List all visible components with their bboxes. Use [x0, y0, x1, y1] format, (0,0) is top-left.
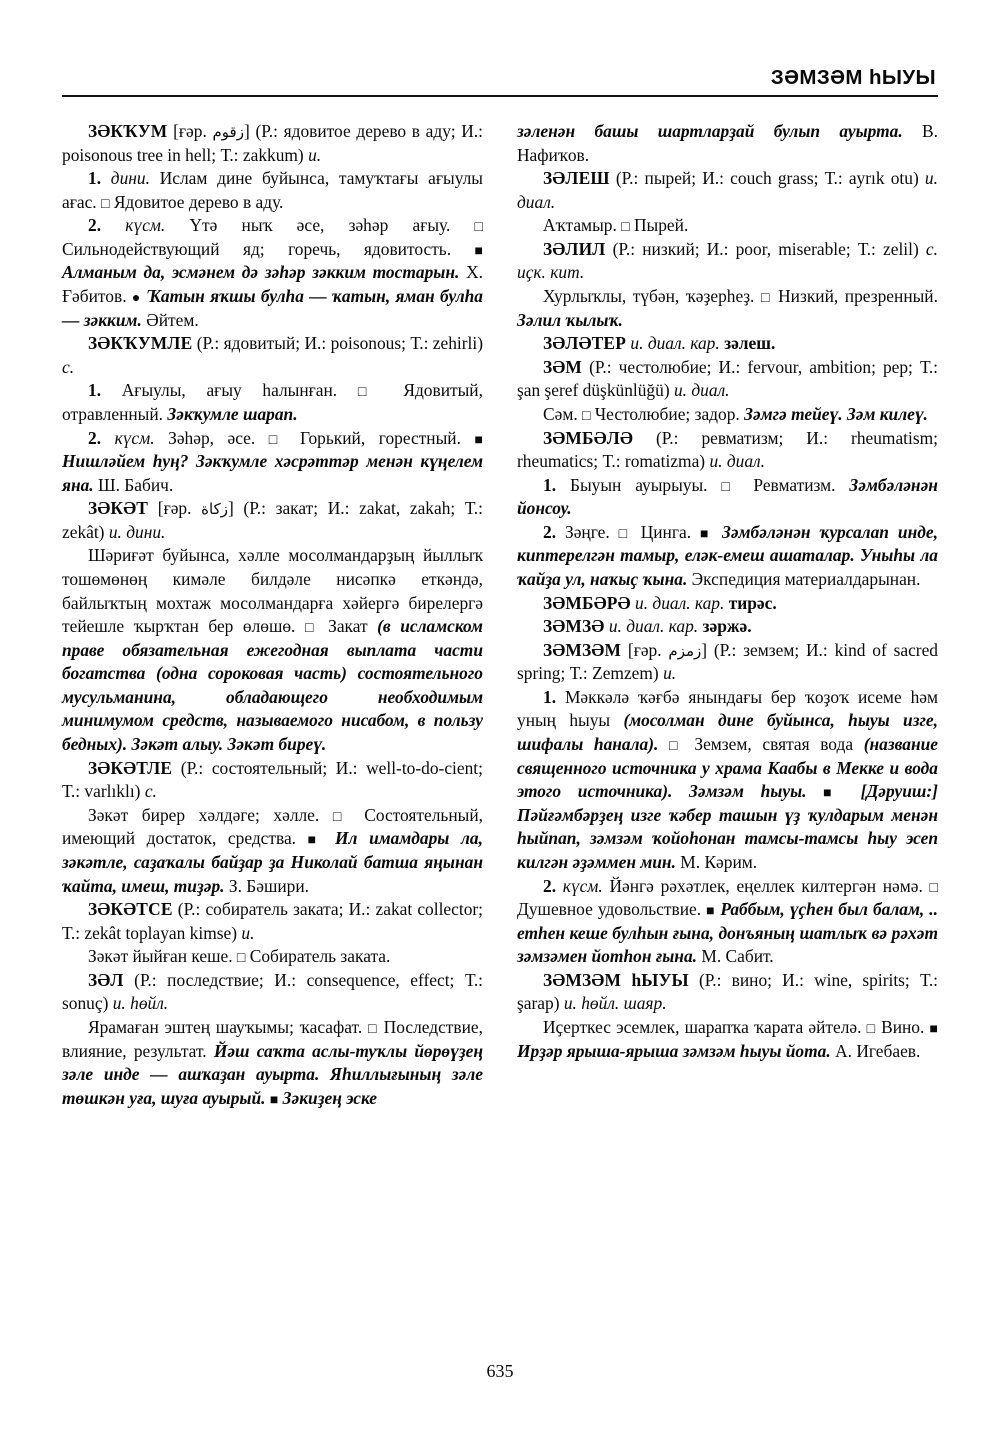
citation-source: Х. Ғәбитов. [62, 262, 483, 307]
citation-source: М. Сабит. [701, 946, 774, 967]
sense-bashkir: Зәһәр, әсе. [168, 427, 256, 448]
open-square-marker-icon [101, 197, 109, 212]
usage-example: Зәмгә тейеү. Зәм килеү. [744, 403, 928, 424]
headword: ЗӘКӘТЛЕ [88, 757, 173, 778]
headword: ЗӘЛ [88, 969, 124, 990]
part-of-speech: и. [241, 922, 255, 943]
filled-square-marker-icon [700, 527, 713, 542]
gloss-tr-label: Т.: [919, 969, 938, 990]
sense-bashkir: Ярамаған эштең шауҡымы; ҡасафат. [88, 1016, 363, 1037]
citation-quote: Ил имамдары ла, зәкәтле, саҙаҡалы байҙар ҙа Николай батша яңынан ҡайта, имеш, тиҙәр. [62, 828, 483, 896]
citation-source: Ш. Бабич. [98, 474, 174, 495]
sense-bashkir: Иҫерткес эсемлек, шарапҡа ҡарата әйтелә. [543, 1016, 862, 1037]
open-square-marker-icon [930, 881, 938, 896]
citation-quote: Йәш саҡта аслы-туҡлы йөрөүҙең зәле инде — ашҡаҙан ауырта. Яһиллығының зәле төшкән уға, шуға ауырый. [62, 1040, 483, 1108]
usage-label: күсм. [125, 215, 166, 236]
headword: ЗӘКҠУМЛЕ [88, 333, 193, 354]
headword: ЗӘМЗӘМ hЫУЫ [543, 969, 689, 990]
open-square-marker-icon [358, 385, 383, 400]
usage-example: Зәлил ҡылыҡ. [517, 309, 623, 330]
gloss-tr: zekât) [62, 521, 105, 542]
gloss-tr: sonuç) [62, 993, 109, 1014]
open-square-marker-icon [867, 1022, 876, 1037]
gloss-tr-label: Т.: [824, 168, 843, 189]
open-square-marker-icon [237, 951, 245, 966]
sense-bashkir: Зәңге. [565, 521, 610, 542]
gloss-ru-label: Р.: [139, 969, 157, 990]
gloss-en-label: И.: [348, 899, 371, 920]
sense [62, 379, 483, 426]
usage-example: Зәмбәләнән йонсоу. [517, 474, 938, 519]
open-square-marker-icon [475, 220, 483, 235]
sense-number: 2. [88, 215, 102, 236]
gloss-ru: низкий; [642, 238, 700, 259]
sense [62, 544, 483, 756]
gloss-tr: ayrık otu) [848, 168, 919, 189]
part-of-speech: и. һөйл. [112, 993, 169, 1014]
part-of-speech: и. һөйл. шаяр. [563, 993, 667, 1014]
headword: ЗӘМЗӘ [543, 616, 605, 637]
gloss-en: poor, miserable; [735, 238, 851, 259]
sense [62, 167, 483, 214]
gloss-tr: romatizma) [624, 451, 706, 472]
sense-bashkir: Мәккәлә ҡәғбә янындағы бер ҡоҙоҡ исеме һәм уның һыуы [517, 686, 938, 731]
sense [62, 945, 483, 969]
sense [517, 521, 938, 592]
etymology-language: ғәр. [178, 121, 207, 141]
sense [62, 427, 483, 498]
part-of-speech: и. [308, 144, 322, 165]
sense [62, 214, 483, 332]
sense [62, 1016, 483, 1110]
gloss-ru: вино; [731, 969, 772, 990]
citation-quote: [Дәруиш:] Пәйғәмбәрҙең изге ҡәбер ташын үҙ ҡулдарым менән һыйпап, зәмзәм ҡойоһонан тамсы-тамсы һыу эсеп килгән әҙәммен мин. [517, 781, 938, 872]
gloss-tr: Zemzem) [592, 663, 659, 684]
gloss-en-label: И.: [806, 427, 829, 448]
gloss-ru-label: Р.: [202, 333, 220, 354]
sense-number: 2. [543, 875, 557, 896]
sense [517, 285, 938, 332]
gloss-tr: şan şeref düşkünlüğü) [517, 380, 670, 401]
cross-reference-entry [517, 592, 938, 616]
citation-quote: Зәмбәләнән ҡурсалап инде, киптерелгән тамыр, еләк-емеш ашаталар. Уныһы ла ҡайҙа ул, наҡыҫ ҡына. [517, 521, 938, 589]
headword: ЗӘЛЕШ [543, 168, 610, 189]
sense-bashkir: Ағыулы, ағыу һалынған. [121, 380, 338, 401]
gloss-tr: zekât toplayan kimse) [84, 922, 238, 943]
headword: ЗӘМБӘРӘ [543, 592, 631, 613]
sense-russian-parenthetical: (название священного источника у храма Каабы в Мекке и вода этого источника). [517, 734, 939, 802]
part-of-speech: и. диал. [709, 451, 765, 472]
open-square-marker-icon [269, 433, 287, 448]
sense-bashkir: Ислам дине буйынса, тамуҡтағы ағыулы ағас. [62, 168, 483, 212]
sense-russian: Закат [328, 616, 368, 637]
gloss-en: poisonous tree in hell; [62, 144, 217, 165]
gloss-tr: zelil) [883, 238, 919, 259]
sense-bashkir: Үтә ныҡ әсе, зәһәр ағыу. [189, 215, 451, 236]
gloss-en: consequence, effect; [306, 969, 455, 990]
part-of-speech: и. диал. кар. [635, 592, 725, 613]
gloss-ru-label: Р.: [621, 168, 639, 189]
cross-reference-entry [517, 615, 938, 639]
gloss-tr-label: Т.: [464, 498, 483, 519]
cross-reference-target: зәржә. [702, 616, 752, 637]
dictionary-entry: ЗӘКҠУМЛЕ (Р.: ядовитый; И.: poisonous; Т.: zehirli) с. [62, 333, 483, 377]
sense-russian: Ядовитый, отравленный. [62, 380, 483, 424]
page-number: 635 [486, 1361, 514, 1381]
headword: ЗӘКҠУМ [88, 121, 168, 141]
gloss-ru-label: Р.: [719, 639, 737, 660]
gloss-tr-label: Т.: [62, 922, 81, 943]
filled-square-marker-icon [474, 433, 482, 448]
headword: ЗӘМБӘЛӘ [543, 427, 633, 448]
cross-reference-entry [517, 332, 938, 356]
dictionary-entry: ЗӘКҠУМ [ғәр. زقوم] (Р.: ядовитое дерево в аду; И.: poisonous tree in hell; Т.: zakkum) и. [62, 121, 483, 165]
gloss-ru-label: Р.: [704, 969, 722, 990]
etymology-language: ғәр. [163, 498, 192, 519]
gloss-en: rheumatism; rheumatics; [517, 427, 938, 472]
dictionary-entry: ЗӘМБӘЛӘ (Р.: ревматизм; И.: rheumatism; rheumatics; Т.: romatizma) и. диал. [517, 427, 938, 472]
sense-bashkir: Йәнгә рәхәтлек, еңеллек килтергән нәмә. [609, 875, 923, 896]
gloss-en: kind of sacred spring; [517, 639, 938, 684]
gloss-en-label: И.: [718, 356, 741, 377]
headword: ЗӘКӘТСЕ [88, 899, 173, 920]
part-of-speech: и. дини. [108, 521, 166, 542]
sense-number: 1. [88, 380, 102, 401]
gloss-en-label: И.: [806, 639, 828, 660]
gloss-tr-label: Т.: [62, 781, 81, 802]
usage-example: Зәкәт алыу. Зәкәт биреү. [131, 734, 327, 755]
citation-source: А. Игебаев. [835, 1040, 921, 1061]
gloss-en: fervour, ambition; pep; [747, 356, 913, 377]
sense-bashkir: Аҡтамыр. [543, 215, 617, 236]
sense [62, 804, 483, 898]
dictionary-entry: ЗӘЛЕШ (Р.: пырей; И.: couch grass; Т.: ayrık otu) и. диал. [517, 168, 938, 212]
headword: ЗӘЛИЛ [543, 238, 606, 259]
gloss-tr-label: Т.: [857, 238, 876, 259]
filled-square-marker-icon [823, 786, 844, 801]
filled-square-marker-icon [706, 904, 715, 919]
gloss-en-label: И.: [706, 238, 729, 259]
gloss-tr: zakkum) [242, 144, 304, 165]
headword: ЗӘМЗӘМ [543, 639, 622, 660]
dictionary-entry: ЗӘКӘТСЕ (Р.: собиратель заката; И.: zakat collector; Т.: zekât toplayan kimse) и. [62, 899, 484, 943]
sense [517, 1016, 938, 1063]
sense-bashkir-parenthetical: (мосолман дине буйынса, һыуы изге, шифалы һанала). [517, 710, 938, 755]
gloss-ru-label: Р.: [186, 757, 204, 778]
citation-quote-continued: зәленән башы шартларҙай булып ауырта. [517, 121, 903, 141]
gloss-tr: varlıklı) [84, 781, 141, 802]
citation-quote: Ҡатын яҡшы булһа — ҡатын, яман булһа — зәкким. [62, 286, 483, 330]
part-of-speech: и. [663, 663, 677, 684]
dictionary-entry: ЗӘМЗӘМ [ғәр. زمزم] (Р.: земзем; И.: kind of sacred spring; Т.: Zemzem) и. [517, 639, 938, 684]
part-of-speech: и. диал. кар. [608, 616, 699, 637]
sense-number: 1. [543, 474, 557, 495]
sense [517, 214, 938, 238]
entry-continuation [517, 120, 938, 167]
sense [517, 474, 938, 521]
gloss-ru: честолюбие; [618, 356, 712, 377]
header-rule [62, 95, 938, 97]
arabic-etymon: زقوم [212, 123, 244, 141]
sense-russian: Сильнодействующий яд; горечь, ядовитость. [62, 238, 452, 259]
citation-source: Экспедиция материалдарынан. [691, 568, 921, 589]
gloss-en-label: И.: [304, 333, 327, 354]
gloss-ru-label: Р.: [661, 427, 679, 448]
gloss-ru-label: Р.: [183, 899, 201, 920]
sense-russian: Честолюбие; задор. [594, 403, 740, 424]
sense-bashkir: Быуын ауырыуы. [569, 474, 708, 495]
gloss-tr-label: Т.: [919, 356, 939, 377]
gloss-en: zakat collector; [375, 899, 484, 920]
filled-square-marker-icon [930, 1022, 938, 1037]
filled-square-marker-icon [270, 1093, 278, 1108]
part-of-speech: и. диал. [673, 380, 730, 401]
open-square-marker-icon [621, 220, 629, 235]
open-square-marker-icon [761, 291, 772, 306]
gloss-ru: ревматизм; [701, 427, 784, 448]
gloss-en-label: И.: [335, 757, 358, 778]
gloss-en-label: И.: [702, 168, 724, 189]
usage-label: күсм. [562, 875, 603, 896]
running-head [62, 44, 938, 88]
left-column [62, 120, 483, 1110]
gloss-tr-label: Т.: [220, 144, 239, 165]
gloss-ru: ядовитый; [223, 333, 301, 354]
headword: ЗӘМ [543, 356, 583, 377]
gloss-en: wine, spirits; [814, 969, 910, 990]
sense-bashkir: Зәкәт йыйған кеше. [88, 946, 233, 967]
open-square-marker-icon [333, 810, 351, 825]
gloss-ru: земзем; [743, 639, 800, 660]
dictionary-entry: ЗӘЛ (Р.: последствие; И.: consequence, effect; Т.: sonuç) и. һөйл. [62, 969, 483, 1014]
open-square-marker-icon [669, 739, 684, 754]
dictionary-entry: ЗӘМЗӘМ hЫУЫ (Р.: вино; И.: wine, spirits; Т.: şarap) и. һөйл. шаяр. [517, 969, 938, 1014]
gloss-ru: пырей; [644, 168, 697, 189]
gloss-en: zakat, zakah; [359, 498, 456, 519]
usage-example: Зәкҡумле шарап. [167, 403, 298, 424]
sense-bashkir: Сәм. [543, 403, 578, 424]
citation-source: М. Кәрим. [680, 851, 758, 872]
cross-reference-target: тирәс. [728, 592, 777, 613]
headword: ЗӘЛӘТЕР [543, 333, 627, 354]
gloss-en: well-to-do-cient; [366, 757, 483, 778]
cross-reference-target: зәлеш. [724, 333, 776, 354]
gloss-tr: şarap) [517, 993, 560, 1014]
gloss-ru-label: Р.: [618, 238, 636, 259]
citation-quote: Нишләйем һуң? Зәкҡумле хәсрәттәр менән күңелем яна. [62, 451, 483, 495]
open-square-marker-icon [582, 409, 590, 424]
gloss-ru: последствие; [167, 969, 264, 990]
gloss-tr-label: Т.: [410, 333, 429, 354]
sense-russian: Вино. [881, 1016, 925, 1037]
sense-bashkir: Зәкәт бирер хәлдәге; хәлле. [88, 804, 320, 825]
dictionary-entry: ЗӘКӘТЛЕ (Р.: состоятельный; И.: well-to-do-cient; Т.: varlıklı) с. [62, 757, 483, 802]
sense-russian: Ядовитое дерево в аду. [113, 191, 284, 212]
sense-russian: Низкий, презренный. [778, 286, 938, 307]
part-of-speech: и. диал. кар. [630, 333, 720, 354]
sense-russian: Последствие, влияние, результат. [62, 1016, 483, 1061]
dictionary-entry: ЗӘМ (Р.: честолюбие; И.: fervour, ambition; pep; Т.: şan şeref düşkünlüğü) и. диал. [517, 356, 939, 401]
sense-number: 1. [88, 168, 102, 189]
gloss-en-label: И.: [782, 969, 804, 990]
sense-number: 2. [543, 521, 557, 542]
gloss-ru-label: Р.: [249, 498, 266, 519]
citation-source: Әйтем. [146, 309, 199, 330]
gloss-en: couch grass; [730, 168, 819, 189]
sense [517, 686, 938, 875]
dictionary-entry: ЗӘЛИЛ (Р.: низкий; И.: poor, miserable; Т.: zelil) с. иҫк. кит. [517, 238, 938, 283]
sense-russian: Горький, горестный. [299, 427, 461, 448]
sense [517, 875, 938, 969]
arabic-etymon: زمزم [668, 641, 702, 660]
part-of-speech: с. [62, 356, 75, 377]
gloss-ru: закат; [275, 498, 319, 519]
sense-bashkir: Хурлыҡлы, түбән, ҡәҙерһеҙ. [543, 286, 755, 307]
sense-russian: Цинга. [640, 521, 692, 542]
sense [517, 403, 938, 427]
gloss-ru-label: Р.: [261, 121, 278, 141]
open-square-marker-icon [619, 527, 632, 542]
sense-russian: Состоятельный, имеющий достаток, средства. [62, 804, 483, 849]
citation-quote-continued: Зәкиҙең эске [282, 1087, 377, 1108]
part-of-speech: с. иҫк. кит. [517, 238, 938, 283]
right-column [517, 120, 938, 1063]
sense-bashkir: Шәриғәт буйынса, хәлле мосолмандарҙың йыллыҡ тошөмөнөң кимәле билдәле нисәпкә еткәндә, байлыҡтың мохтаж мосолмандарға хәйергә бирелергә тейешле ҡырҡтан бер өлөшө. [62, 545, 483, 637]
filled-square-marker-icon [475, 244, 483, 259]
running-head-text: ЗӘМЗӘМ hЫУЫ [770, 65, 936, 89]
gloss-ru: ядовитое дерево в аду; [283, 121, 456, 141]
usage-label: күсм. [114, 427, 155, 448]
gloss-tr-label: Т.: [602, 451, 621, 472]
gloss-en: poisonous; [330, 333, 406, 354]
gloss-ru: собиратель заката; [205, 899, 344, 920]
gloss-en-label: И.: [327, 498, 350, 519]
sense-russian: Земзем, святая вода [694, 734, 854, 755]
headword: ЗӘКӘТ [88, 498, 149, 519]
open-square-marker-icon [721, 480, 739, 495]
sense-russian: Пырей. [633, 215, 689, 236]
part-of-speech: с. [144, 781, 157, 802]
citation-quote: Ирҙәр ярыша-ярыша зәмзәм һыуы йота. [517, 1040, 831, 1061]
gloss-en-label: И.: [274, 969, 297, 990]
sense-number: 2. [88, 427, 102, 448]
usage-label: дини. [110, 168, 150, 189]
citation-source: З. Бәшири. [228, 875, 310, 896]
part-of-speech: и. диал. [517, 168, 938, 212]
etymology-language: ғәр. [633, 639, 662, 660]
open-square-marker-icon [305, 621, 319, 636]
filled-square-marker-icon [308, 833, 324, 848]
gloss-tr-label: Т.: [569, 663, 588, 684]
citation-source: В. Нафиҡов. [517, 121, 938, 165]
gloss-en-label: И.: [461, 121, 483, 141]
sense-russian: Душевное удовольствие. [517, 899, 702, 920]
usage-example: Зәмзәм һыуы. [689, 781, 807, 802]
dictionary-entry: ЗӘКӘТ [ғәр. زكاة] (Р.: закат; И.: zakat, zakah; Т.: zekât) и. дини. [62, 498, 483, 542]
bullet-marker-icon [132, 291, 141, 306]
sense-russian: Ревматизм. [753, 474, 836, 495]
columns-container [62, 120, 938, 1110]
gloss-ru: состоятельный; [211, 757, 328, 778]
open-square-marker-icon [368, 1022, 378, 1037]
gloss-ru-label: Р.: [594, 356, 612, 377]
citation-quote: Раббым, үҫһен был балам, .. етһен кеше булһын ғына, донъяның шатлыҡ вә рәхәт зәмзәмен йотһон ғына. [517, 899, 938, 967]
sense-number: 1. [543, 686, 557, 707]
gloss-tr-label: Т.: [464, 969, 483, 990]
arabic-etymon: زكاة [201, 500, 228, 519]
sense-russian: Собиратель заката. [249, 946, 391, 967]
gloss-tr: zehirli) [432, 333, 483, 354]
citation-quote: Алманым да, эсмәнем дә зәһәр зәкким тостарын. [62, 262, 460, 283]
sense-russian-parenthetical: (в исламском праве обязательная ежегодная выплата части богатства (одна сороковая часть) состоятельного мусульманина, обладающего необходимым минимумом средств, называемого нисабом, в пользу бедных). [62, 616, 483, 755]
